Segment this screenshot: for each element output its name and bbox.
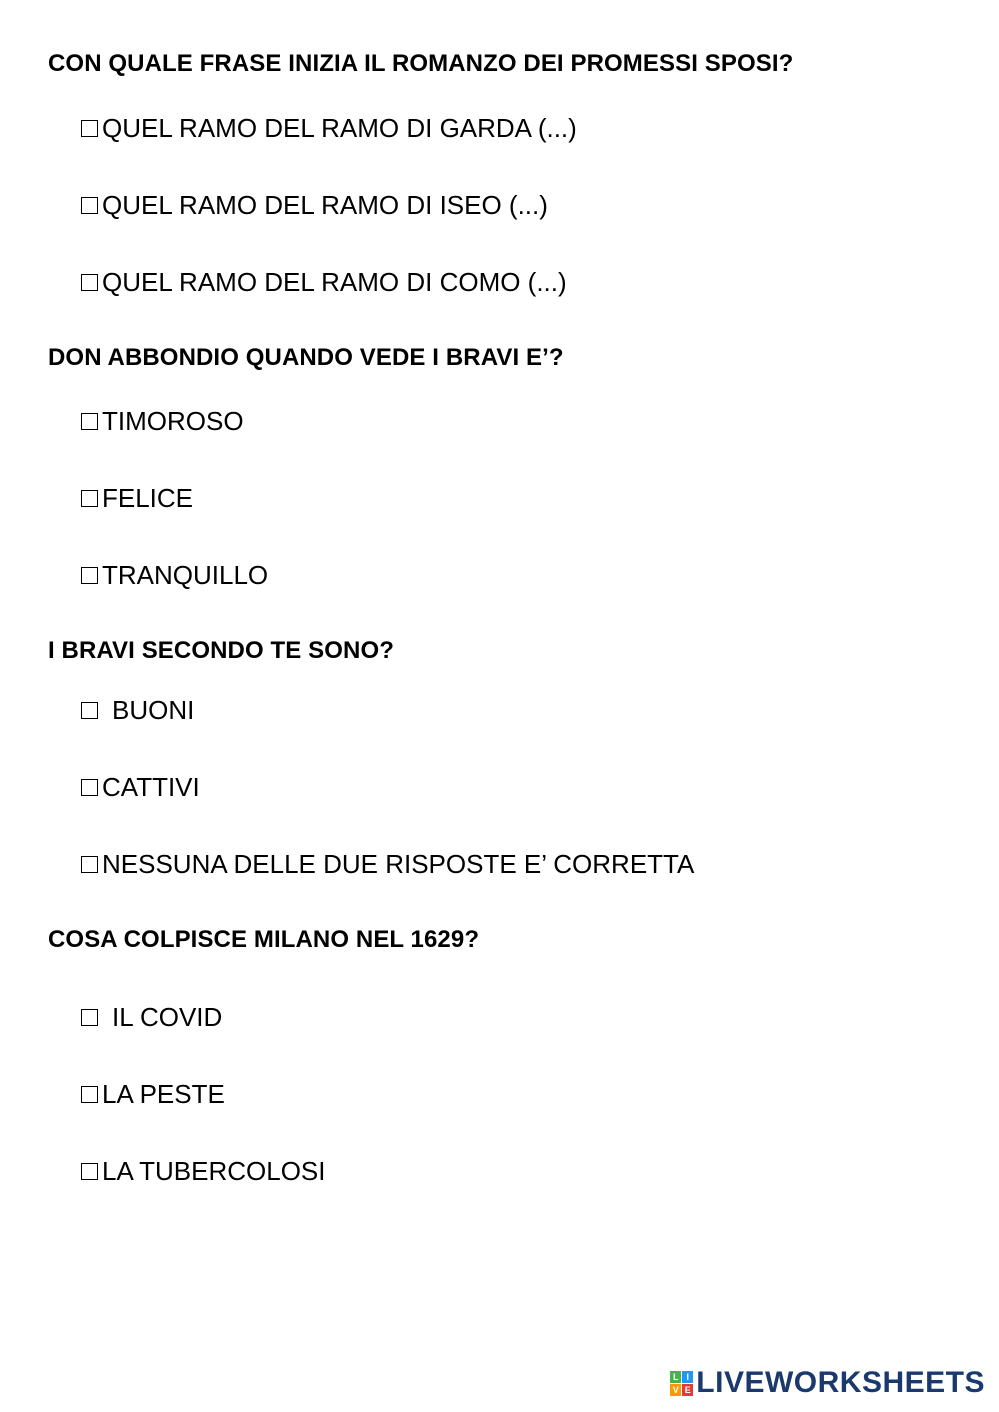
option-label: QUEL RAMO DEL RAMO DI ISEO (...) [102, 190, 548, 220]
option-label: NESSUNA DELLE DUE RISPOSTE E’ CORRETTA [102, 849, 695, 879]
question-1-option-3[interactable] [81, 267, 567, 298]
logo-letter-e: E [682, 1384, 693, 1396]
checkbox[interactable] [81, 197, 98, 214]
checkbox[interactable] [81, 413, 98, 430]
brand-name: LIVEWORKSHEETS [696, 1366, 985, 1399]
question-4-option-1[interactable] [81, 1002, 222, 1033]
question-4-text: COSA COLPISCE MILANO NEL 1629? [48, 926, 480, 953]
liveworksheets-logo-icon [670, 1371, 693, 1396]
checkbox[interactable] [81, 274, 98, 291]
option-label: LA TUBERCOLOSI [102, 1156, 326, 1186]
checkbox[interactable] [81, 1163, 98, 1180]
checkbox[interactable] [81, 702, 98, 719]
question-3-option-3[interactable] [81, 849, 694, 880]
option-label: BUONI [112, 695, 195, 725]
option-label: TIMOROSO [102, 406, 244, 436]
logo-letter-v: V [670, 1384, 681, 1396]
option-label: CATTIVI [102, 772, 200, 802]
checkbox[interactable] [81, 567, 98, 584]
question-2-option-1[interactable] [81, 406, 244, 437]
checkbox[interactable] [81, 490, 98, 507]
checkbox[interactable] [81, 120, 98, 137]
question-1-option-2[interactable] [81, 190, 548, 221]
question-1-option-1[interactable] [81, 113, 577, 144]
question-3-option-1[interactable] [81, 695, 194, 726]
question-4-option-3[interactable] [81, 1156, 326, 1187]
question-1-text: CON QUALE FRASE INIZIA IL ROMANZO DEI PROMESSI SPOSI? [48, 50, 794, 77]
checkbox[interactable] [81, 1009, 98, 1026]
question-2-text: DON ABBONDIO QUANDO VEDE I BRAVI E’? [48, 344, 564, 371]
checkbox[interactable] [81, 856, 98, 873]
question-3-text: I BRAVI SECONDO TE SONO? [48, 637, 394, 664]
option-label: LA PESTE [102, 1079, 225, 1109]
logo-letter-i: I [682, 1371, 693, 1383]
question-4-option-2[interactable] [81, 1079, 225, 1110]
option-label: QUEL RAMO DEL RAMO DI GARDA (...) [102, 113, 577, 143]
liveworksheets-brand [670, 1366, 985, 1400]
option-label: TRANQUILLO [102, 560, 269, 590]
checkbox[interactable] [81, 1086, 98, 1103]
logo-letter-l: L [670, 1371, 681, 1383]
option-label: FELICE [102, 483, 194, 513]
question-3-option-2[interactable] [81, 772, 200, 803]
question-2-option-2[interactable] [81, 483, 193, 514]
option-label: IL COVID [112, 1002, 223, 1032]
question-2-option-3[interactable] [81, 560, 268, 591]
checkbox[interactable] [81, 779, 98, 796]
option-label: QUEL RAMO DEL RAMO DI COMO (...) [102, 267, 567, 297]
